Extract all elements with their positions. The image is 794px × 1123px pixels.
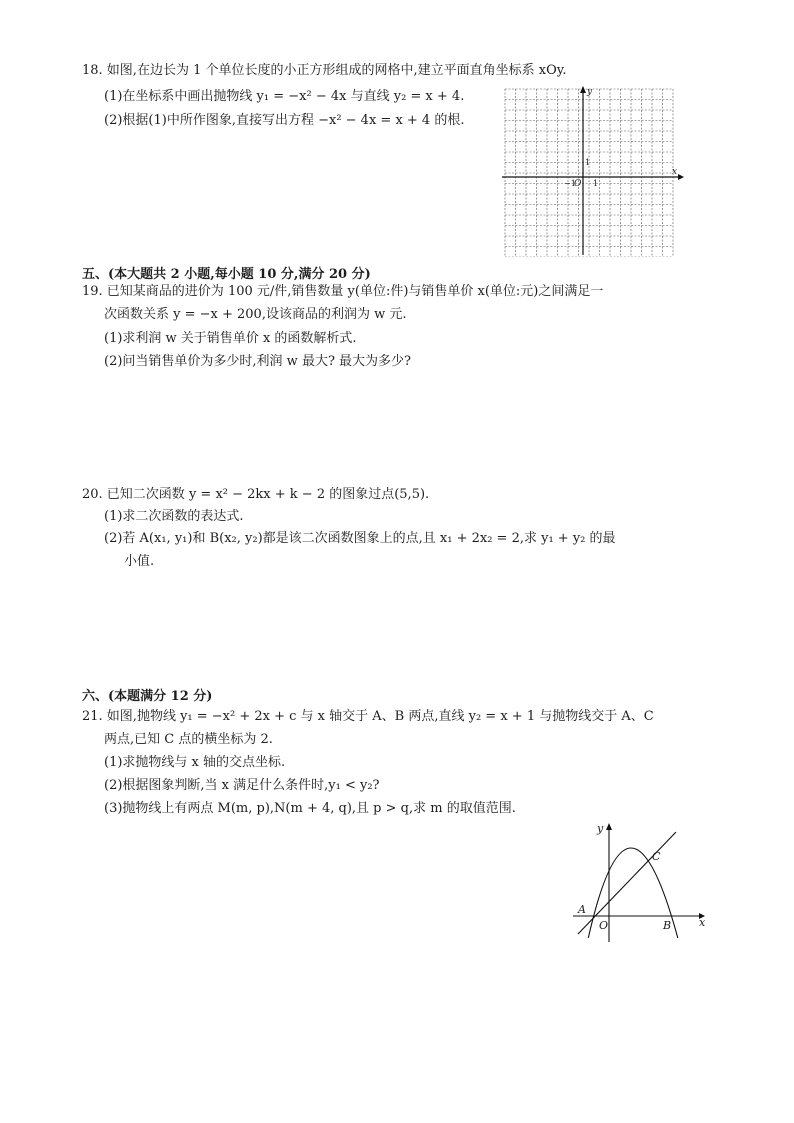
q21-stem-line2: 两点,已知 C 点的横坐标为 2.: [104, 732, 273, 747]
grid-y-label: y: [587, 87, 593, 97]
fig21-y-arrow: [606, 823, 612, 830]
fig21-O-label: O: [599, 919, 609, 932]
grid-y-arrow: [580, 86, 586, 93]
q19-part1: (1)求利润 w 关于销售单价 x 的函数解析式.: [104, 331, 357, 346]
q19-stem-line2: 次函数关系 y = −x + 200,设该商品的利润为 w 元.: [104, 307, 407, 322]
q21-part3: (3)抛物线上有两点 M(m, p),N(m + 4, q),且 p > q,求 m 的取值范围.: [104, 801, 516, 816]
fig21-y-label: y: [597, 822, 604, 835]
q19-stem-line1: 19. 已知某商品的进价为 100 元/件,销售数量 y(单位:件)与销售单价 x(单位:元)之间满足一: [82, 284, 604, 299]
grid-x-arrow: [678, 174, 684, 180]
grid-neg-one-label: −1: [564, 179, 576, 188]
q20-part2-line1: (2)若 A(x₁, y₁)和 B(x₂, y₂)都是该二次函数图象上的点,且 x₁ + 2x₂ = 2,求 y₁ + y₂ 的最: [104, 531, 616, 546]
fig21-x-label: x: [699, 916, 706, 929]
q19-part2: (2)问当销售单价为多少时,利润 w 最大? 最大为多少?: [104, 354, 412, 369]
q21-part2: (2)根据图象判断,当 x 满足什么条件时,y₁ < y₂?: [104, 778, 380, 793]
q20-part2-line2: 小值.: [124, 554, 155, 569]
q21-stem-line1: 21. 如图,抛物线 y₁ = −x² + 2x + c 与 x 轴交于 A、B 两点,直线 y₂ = x + 1 与抛物线交于 A、C: [82, 709, 654, 724]
q20-stem: 20. 已知二次函数 y = x² − 2kx + k − 2 的图象过点(5,5).: [82, 487, 430, 502]
grid-one-label-x: 1: [593, 179, 599, 188]
grid-lines: [505, 89, 673, 257]
grid-x-label: x: [672, 167, 678, 177]
q18-stem: 18. 如图,在边长为 1 个单位长度的小正方形组成的网格中,建立平面直角坐标系 xOy.: [82, 63, 567, 78]
q20-part1: (1)求二次函数的表达式.: [104, 509, 244, 524]
q18-part1: (1)在坐标系中画出抛物线 y₁ = −x² − 4x 与直线 y₂ = x + 4.: [104, 89, 465, 104]
fig21-line: [578, 832, 676, 934]
fig21-B-label: B: [663, 919, 672, 932]
grid-one-label-y: 1: [585, 158, 591, 167]
fig21-A-label: A: [578, 903, 586, 916]
section-6-title: 六、(本题满分 12 分): [82, 689, 213, 704]
section-5-title: 五、(本大题共 2 小题,每小题 10 分,满分 20 分): [82, 267, 371, 282]
grid-origin-label: O: [574, 179, 582, 189]
q21-part1: (1)求抛物线与 x 轴的交点坐标.: [104, 755, 286, 770]
q21-figure: [565, 818, 710, 946]
q18-part2: (2)根据(1)中所作图象,直接写出方程 −x² − 4x = x + 4 的根.: [104, 113, 465, 128]
fig21-C-label: C: [652, 850, 661, 863]
q18-grid-figure: [500, 85, 685, 257]
